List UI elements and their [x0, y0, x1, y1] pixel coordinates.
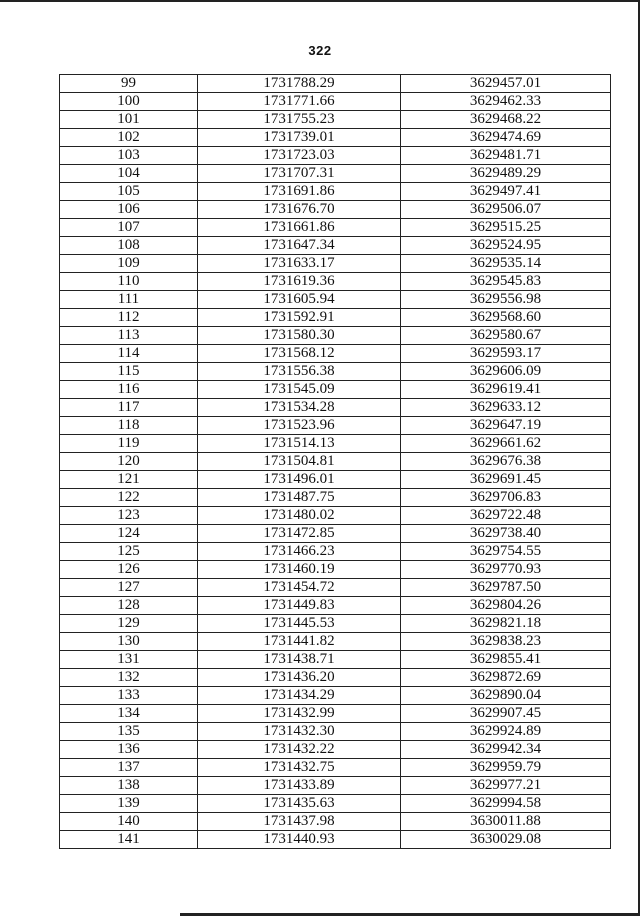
x-coordinate-cell: 1731592.91 — [198, 309, 401, 327]
x-coordinate-cell: 1731523.96 — [198, 417, 401, 435]
y-coordinate-cell: 3629619.41 — [401, 381, 611, 399]
x-coordinate-cell: 1731707.31 — [198, 165, 401, 183]
table-row — [60, 723, 611, 741]
table-row — [60, 489, 611, 507]
x-coordinate-cell: 1731438.71 — [198, 651, 401, 669]
x-coordinate-cell: 1731556.38 — [198, 363, 401, 381]
point-number-cell: 122 — [60, 489, 198, 507]
table-row — [60, 417, 611, 435]
table-row — [60, 435, 611, 453]
y-coordinate-cell: 3629722.48 — [401, 507, 611, 525]
table-row — [60, 273, 611, 291]
y-coordinate-cell: 3629462.33 — [401, 93, 611, 111]
y-coordinate-cell: 3629924.89 — [401, 723, 611, 741]
x-coordinate-cell: 1731580.30 — [198, 327, 401, 345]
table-row — [60, 777, 611, 795]
table-row — [60, 669, 611, 687]
x-coordinate-cell: 1731514.13 — [198, 435, 401, 453]
point-number-cell: 109 — [60, 255, 198, 273]
y-coordinate-cell: 3629907.45 — [401, 705, 611, 723]
y-coordinate-cell: 3629661.62 — [401, 435, 611, 453]
point-number-cell: 113 — [60, 327, 198, 345]
y-coordinate-cell: 3629535.14 — [401, 255, 611, 273]
point-number-cell: 103 — [60, 147, 198, 165]
y-coordinate-cell: 3629994.58 — [401, 795, 611, 813]
y-coordinate-cell: 3629556.98 — [401, 291, 611, 309]
point-number-cell: 117 — [60, 399, 198, 417]
table-row — [60, 471, 611, 489]
point-number-cell: 107 — [60, 219, 198, 237]
x-coordinate-cell: 1731504.81 — [198, 453, 401, 471]
x-coordinate-cell: 1731437.98 — [198, 813, 401, 831]
point-number-cell: 115 — [60, 363, 198, 381]
table-row — [60, 363, 611, 381]
page-edge-top — [0, 0, 640, 2]
x-coordinate-cell: 1731432.99 — [198, 705, 401, 723]
point-number-cell: 136 — [60, 741, 198, 759]
point-number-cell: 106 — [60, 201, 198, 219]
table-row — [60, 813, 611, 831]
table-row — [60, 741, 611, 759]
y-coordinate-cell: 3629506.07 — [401, 201, 611, 219]
point-number-cell: 135 — [60, 723, 198, 741]
table-row — [60, 399, 611, 417]
x-coordinate-cell: 1731440.93 — [198, 831, 401, 849]
point-number-cell: 120 — [60, 453, 198, 471]
point-number-cell: 108 — [60, 237, 198, 255]
table-row — [60, 615, 611, 633]
table-row — [60, 705, 611, 723]
x-coordinate-cell: 1731676.70 — [198, 201, 401, 219]
x-coordinate-cell: 1731633.17 — [198, 255, 401, 273]
x-coordinate-cell: 1731434.29 — [198, 687, 401, 705]
table-row — [60, 561, 611, 579]
table-row — [60, 183, 611, 201]
point-number-cell: 101 — [60, 111, 198, 129]
y-coordinate-cell: 3629497.41 — [401, 183, 611, 201]
table-row — [60, 237, 611, 255]
point-number-cell: 104 — [60, 165, 198, 183]
point-number-cell: 130 — [60, 633, 198, 651]
x-coordinate-cell: 1731480.02 — [198, 507, 401, 525]
x-coordinate-cell: 1731435.63 — [198, 795, 401, 813]
table-row — [60, 507, 611, 525]
y-coordinate-cell: 3629738.40 — [401, 525, 611, 543]
point-number-cell: 112 — [60, 309, 198, 327]
table-row — [60, 345, 611, 363]
table-row — [60, 759, 611, 777]
table-row — [60, 219, 611, 237]
x-coordinate-cell: 1731788.29 — [198, 75, 401, 93]
x-coordinate-cell: 1731432.22 — [198, 741, 401, 759]
coordinates-table — [59, 74, 611, 849]
y-coordinate-cell: 3629804.26 — [401, 597, 611, 615]
x-coordinate-cell: 1731647.34 — [198, 237, 401, 255]
y-coordinate-cell: 3629787.50 — [401, 579, 611, 597]
x-coordinate-cell: 1731661.86 — [198, 219, 401, 237]
table-row — [60, 453, 611, 471]
point-number-cell: 128 — [60, 597, 198, 615]
y-coordinate-cell: 3629676.38 — [401, 453, 611, 471]
x-coordinate-cell: 1731436.20 — [198, 669, 401, 687]
point-number-cell: 141 — [60, 831, 198, 849]
point-number-cell: 102 — [60, 129, 198, 147]
point-number-cell: 124 — [60, 525, 198, 543]
x-coordinate-cell: 1731460.19 — [198, 561, 401, 579]
x-coordinate-cell: 1731466.23 — [198, 543, 401, 561]
point-number-cell: 111 — [60, 291, 198, 309]
y-coordinate-cell: 3629838.23 — [401, 633, 611, 651]
table-row — [60, 111, 611, 129]
y-coordinate-cell: 3629942.34 — [401, 741, 611, 759]
x-coordinate-cell: 1731433.89 — [198, 777, 401, 795]
point-number-cell: 138 — [60, 777, 198, 795]
y-coordinate-cell: 3629545.83 — [401, 273, 611, 291]
x-coordinate-cell: 1731472.85 — [198, 525, 401, 543]
y-coordinate-cell: 3629489.29 — [401, 165, 611, 183]
y-coordinate-cell: 3629706.83 — [401, 489, 611, 507]
y-coordinate-cell: 3629580.67 — [401, 327, 611, 345]
table-row — [60, 129, 611, 147]
y-coordinate-cell: 3629821.18 — [401, 615, 611, 633]
point-number-cell: 99 — [60, 75, 198, 93]
x-coordinate-cell: 1731534.28 — [198, 399, 401, 417]
x-coordinate-cell: 1731691.86 — [198, 183, 401, 201]
y-coordinate-cell: 3629568.60 — [401, 309, 611, 327]
y-coordinate-cell: 3629457.01 — [401, 75, 611, 93]
point-number-cell: 119 — [60, 435, 198, 453]
y-coordinate-cell: 3629633.12 — [401, 399, 611, 417]
x-coordinate-cell: 1731449.83 — [198, 597, 401, 615]
point-number-cell: 121 — [60, 471, 198, 489]
point-number-cell: 127 — [60, 579, 198, 597]
point-number-cell: 133 — [60, 687, 198, 705]
point-number-cell: 110 — [60, 273, 198, 291]
table-row — [60, 381, 611, 399]
table-row — [60, 633, 611, 651]
table-row — [60, 831, 611, 849]
table-row — [60, 327, 611, 345]
point-number-cell: 132 — [60, 669, 198, 687]
x-coordinate-cell: 1731619.36 — [198, 273, 401, 291]
table-row — [60, 291, 611, 309]
table-row — [60, 75, 611, 93]
point-number-cell: 114 — [60, 345, 198, 363]
x-coordinate-cell: 1731755.23 — [198, 111, 401, 129]
x-coordinate-cell: 1731605.94 — [198, 291, 401, 309]
table-row — [60, 93, 611, 111]
point-number-cell: 100 — [60, 93, 198, 111]
x-coordinate-cell: 1731432.30 — [198, 723, 401, 741]
table-row — [60, 687, 611, 705]
table-row — [60, 543, 611, 561]
y-coordinate-cell: 3629515.25 — [401, 219, 611, 237]
table-row — [60, 255, 611, 273]
point-number-cell: 123 — [60, 507, 198, 525]
table-row — [60, 597, 611, 615]
point-number-cell: 125 — [60, 543, 198, 561]
point-number-cell: 116 — [60, 381, 198, 399]
x-coordinate-cell: 1731454.72 — [198, 579, 401, 597]
point-number-cell: 131 — [60, 651, 198, 669]
page-number: 322 — [308, 43, 332, 58]
y-coordinate-cell: 3630011.88 — [401, 813, 611, 831]
table-row — [60, 201, 611, 219]
table-row — [60, 525, 611, 543]
y-coordinate-cell: 3629593.17 — [401, 345, 611, 363]
y-coordinate-cell: 3629474.69 — [401, 129, 611, 147]
y-coordinate-cell: 3629754.55 — [401, 543, 611, 561]
y-coordinate-cell: 3629524.95 — [401, 237, 611, 255]
y-coordinate-cell: 3629959.79 — [401, 759, 611, 777]
point-number-cell: 118 — [60, 417, 198, 435]
y-coordinate-cell: 3629647.19 — [401, 417, 611, 435]
y-coordinate-cell: 3629855.41 — [401, 651, 611, 669]
x-coordinate-cell: 1731723.03 — [198, 147, 401, 165]
x-coordinate-cell: 1731496.01 — [198, 471, 401, 489]
y-coordinate-cell: 3629890.04 — [401, 687, 611, 705]
table-row — [60, 309, 611, 327]
table-row — [60, 651, 611, 669]
table-row — [60, 579, 611, 597]
point-number-cell: 129 — [60, 615, 198, 633]
x-coordinate-cell: 1731568.12 — [198, 345, 401, 363]
y-coordinate-cell: 3629691.45 — [401, 471, 611, 489]
table-row — [60, 147, 611, 165]
x-coordinate-cell: 1731487.75 — [198, 489, 401, 507]
point-number-cell: 126 — [60, 561, 198, 579]
point-number-cell: 134 — [60, 705, 198, 723]
y-coordinate-cell: 3629770.93 — [401, 561, 611, 579]
point-number-cell: 105 — [60, 183, 198, 201]
point-number-cell: 140 — [60, 813, 198, 831]
y-coordinate-cell: 3629872.69 — [401, 669, 611, 687]
table-row — [60, 165, 611, 183]
point-number-cell: 139 — [60, 795, 198, 813]
x-coordinate-cell: 1731545.09 — [198, 381, 401, 399]
point-number-cell: 137 — [60, 759, 198, 777]
x-coordinate-cell: 1731432.75 — [198, 759, 401, 777]
x-coordinate-cell: 1731771.66 — [198, 93, 401, 111]
x-coordinate-cell: 1731445.53 — [198, 615, 401, 633]
table-row — [60, 795, 611, 813]
y-coordinate-cell: 3630029.08 — [401, 831, 611, 849]
y-coordinate-cell: 3629481.71 — [401, 147, 611, 165]
x-coordinate-cell: 1731441.82 — [198, 633, 401, 651]
x-coordinate-cell: 1731739.01 — [198, 129, 401, 147]
y-coordinate-cell: 3629468.22 — [401, 111, 611, 129]
y-coordinate-cell: 3629606.09 — [401, 363, 611, 381]
coordinates-table-body — [60, 75, 611, 849]
y-coordinate-cell: 3629977.21 — [401, 777, 611, 795]
